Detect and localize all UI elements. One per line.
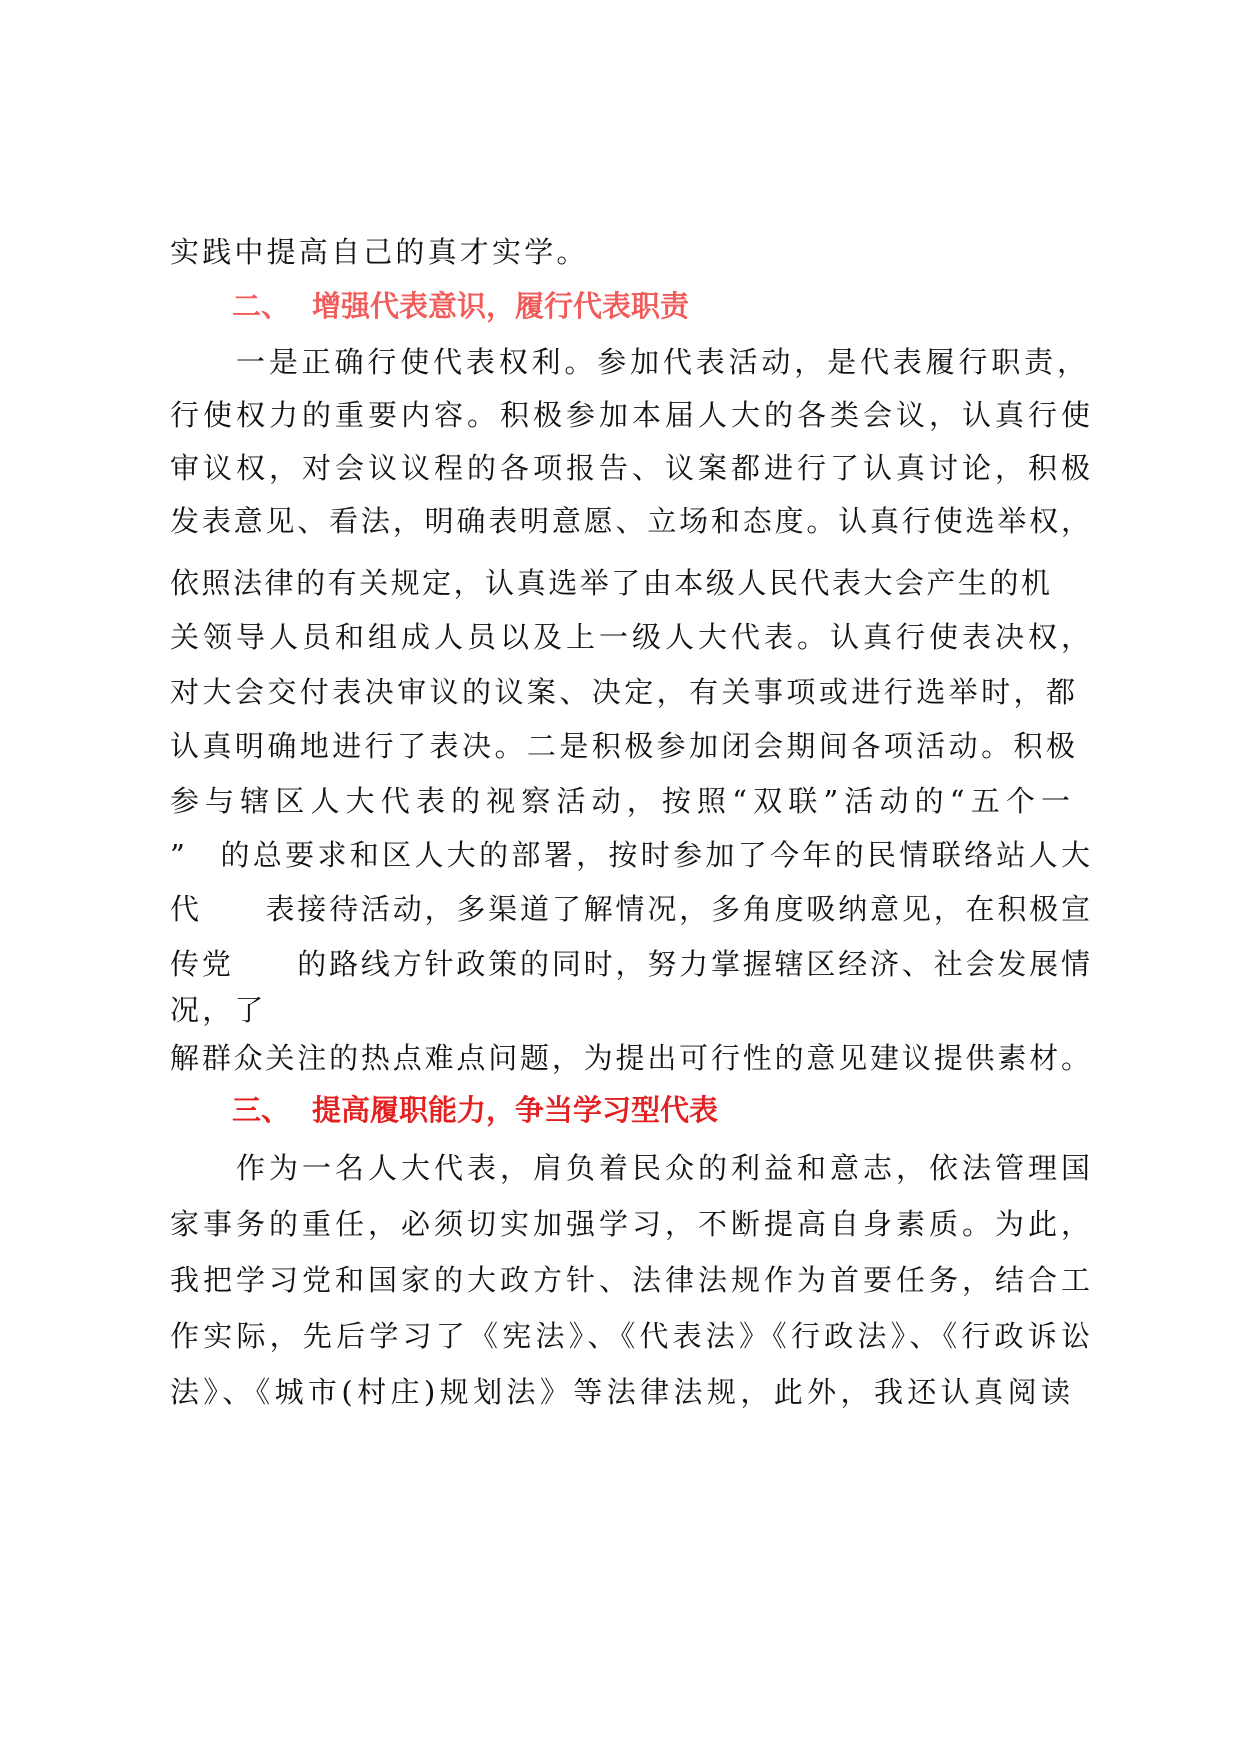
paragraph-line: 认真明确地进行了表决。二是积极参加闭会期间各项活动。积极 xyxy=(170,729,1075,763)
paragraph-line: 参与辖区人大代表的视察活动，按照“双联”活动的“五个一 xyxy=(170,784,1070,818)
paragraph-line: 一是正确行使代表权利。参加代表活动，是代表履行职责， xyxy=(236,345,1086,379)
section-number: 三、 xyxy=(232,1093,291,1127)
paragraph-line: 代 表接待活动，多渠道了解情况，多角度吸纳意见，在积极宣 xyxy=(170,892,1090,926)
paragraph-line: 作实际，先后学习了《宪法》、《代表法》《行政法》、《行政诉讼 xyxy=(170,1319,1090,1353)
section-heading-2 xyxy=(232,286,689,326)
paragraph-line: 审议权，对会议议程的各项报告、议案都进行了认真讨论，积极 xyxy=(170,451,1090,485)
paragraph-line: 实践中提高自己的真才实学。 xyxy=(170,235,589,269)
paragraph-line: 解群众关注的热点难点问题，为提出可行性的意见建议提供素材。 xyxy=(170,1041,1090,1075)
paragraph-line: 发表意见、看法，明确表明意愿、立场和态度。认真行使选举权， xyxy=(170,504,1090,538)
paragraph-line: 法》、《城市(村庄)规划法》等法律法规，此外，我还认真阅读 xyxy=(170,1375,1070,1409)
paragraph-line: ” 的总要求和区人大的部署，按时参加了今年的民情联络站人大 xyxy=(170,838,1090,872)
paragraph-line: 行使权力的重要内容。积极参加本届人大的各类会议，认真行使 xyxy=(170,398,1090,432)
paragraph-line: 况，了 xyxy=(170,993,267,1027)
paragraph-line: 家事务的重任，必须切实加强学习，不断提高自身素质。为此， xyxy=(170,1207,1090,1241)
paragraph-line: 作为一名人大代表，肩负着民众的利益和意志，依法管理国 xyxy=(236,1151,1090,1185)
section-number: 二、 xyxy=(232,289,291,323)
section-heading-3 xyxy=(232,1090,718,1130)
paragraph-line: 传党 的路线方针政策的同时，努力掌握辖区经济、社会发展情 xyxy=(170,947,1090,981)
section-title: 增强代表意识，履行代表职责 xyxy=(312,289,690,323)
paragraph-line: 我把学习党和国家的大政方针、法律法规作为首要任务，结合工 xyxy=(170,1263,1090,1297)
section-title: 提高履职能力，争当学习型代表 xyxy=(312,1093,719,1127)
paragraph-line: 关领导人员和组成人员以及上一级人大代表。认真行使表决权， xyxy=(170,620,1090,654)
paragraph-line: 依照法律的有关规定，认真选举了由本级人民代表大会产生的机 xyxy=(170,566,1050,600)
paragraph-line: 对大会交付表决审议的议案、决定，有关事项或进行选举时，都 xyxy=(170,675,1075,709)
